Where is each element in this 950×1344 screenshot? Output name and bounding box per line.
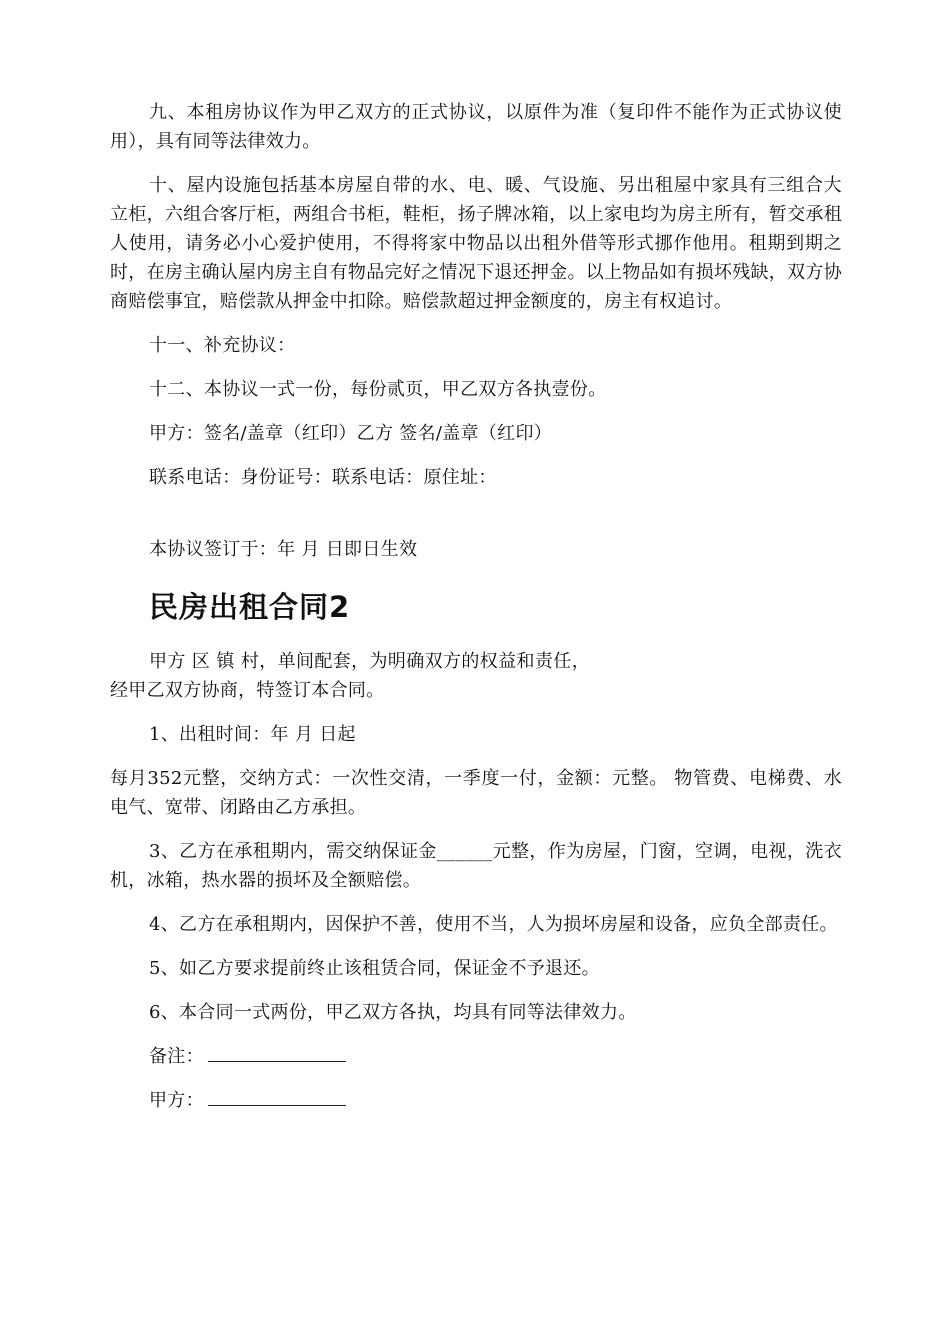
clause-9: 九、本租房协议作为甲乙双方的正式协议，以原件为准（复印件不能作为正式协议使用），具有同等法律效力。 xyxy=(110,102,842,152)
item-4: 4、乙方在承租期内，因保护不善，使用不当，人为损坏房屋和设备，应负全部责任。 xyxy=(149,914,838,935)
item-6: 6、本合同一式两份，甲乙双方各执，均具有同等法律效力。 xyxy=(149,1002,637,1023)
document-body xyxy=(110,98,842,1115)
party-a-blank xyxy=(208,1087,346,1106)
signed-date-line: 本协议签订于：年 月 日即日生效 xyxy=(149,539,418,560)
section-title: 民房出租合同2 xyxy=(149,590,351,624)
remark-blank xyxy=(208,1043,346,1062)
clause-12: 十二、本协议一式一份，每份贰页，甲乙双方各执壹份。 xyxy=(149,379,607,400)
item-3: 3、乙方在承租期内，需交纳保证金______元整，作为房屋，门窗，空调，电视，洗衣机，冰箱，热水器的损坏及全额赔偿。 xyxy=(110,841,842,891)
signature-line: 甲方：签名/盖章（红印）乙方 签名/盖章（红印） xyxy=(149,423,553,444)
item-1: 1、出租时间：年 月 日起 xyxy=(149,724,356,745)
party-a-label: 甲方： xyxy=(149,1090,204,1111)
contact-line: 联系电话：身份证号：联系电话：原住址： xyxy=(149,467,497,488)
clause-10: 十、屋内设施包括基本房屋自带的水、电、暖、气设施、另出租屋中家具有三组合大立柜，六组合客厅柜，两组合书柜，鞋柜，扬子牌冰箱，以上家电均为房主所有，暂交承租人使用，请务必小心爱护使用，不得将家中物品以出租外借等形式挪作他用。租期到期之时，在房主确认屋内房主自有物品完好之情况下退还押金。以上物品如有损坏残缺，双方协商赔偿事宜，赔偿款从押金中扣除。赔偿款超过押金额度的，房主有权追讨。 xyxy=(110,175,842,312)
remark-label: 备注： xyxy=(149,1046,204,1067)
party-a-line xyxy=(110,1086,842,1115)
clause-11: 十一、补充协议： xyxy=(149,335,296,356)
item-5: 5、如乙方要求提前终止该租赁合同，保证金不予退还。 xyxy=(149,958,600,979)
rent-terms: 每月352元整，交纳方式：一次性交清，一季度一付，金额：元整。 物管费、电梯费、水电气、宽带、闭路由乙方承担。 xyxy=(110,768,842,818)
remark-line xyxy=(110,1042,842,1071)
contract-intro: 甲方 区 镇 村，单间配套，为明确双方的权益和责任，经甲乙双方协商，特签订本合同。 xyxy=(110,651,590,701)
